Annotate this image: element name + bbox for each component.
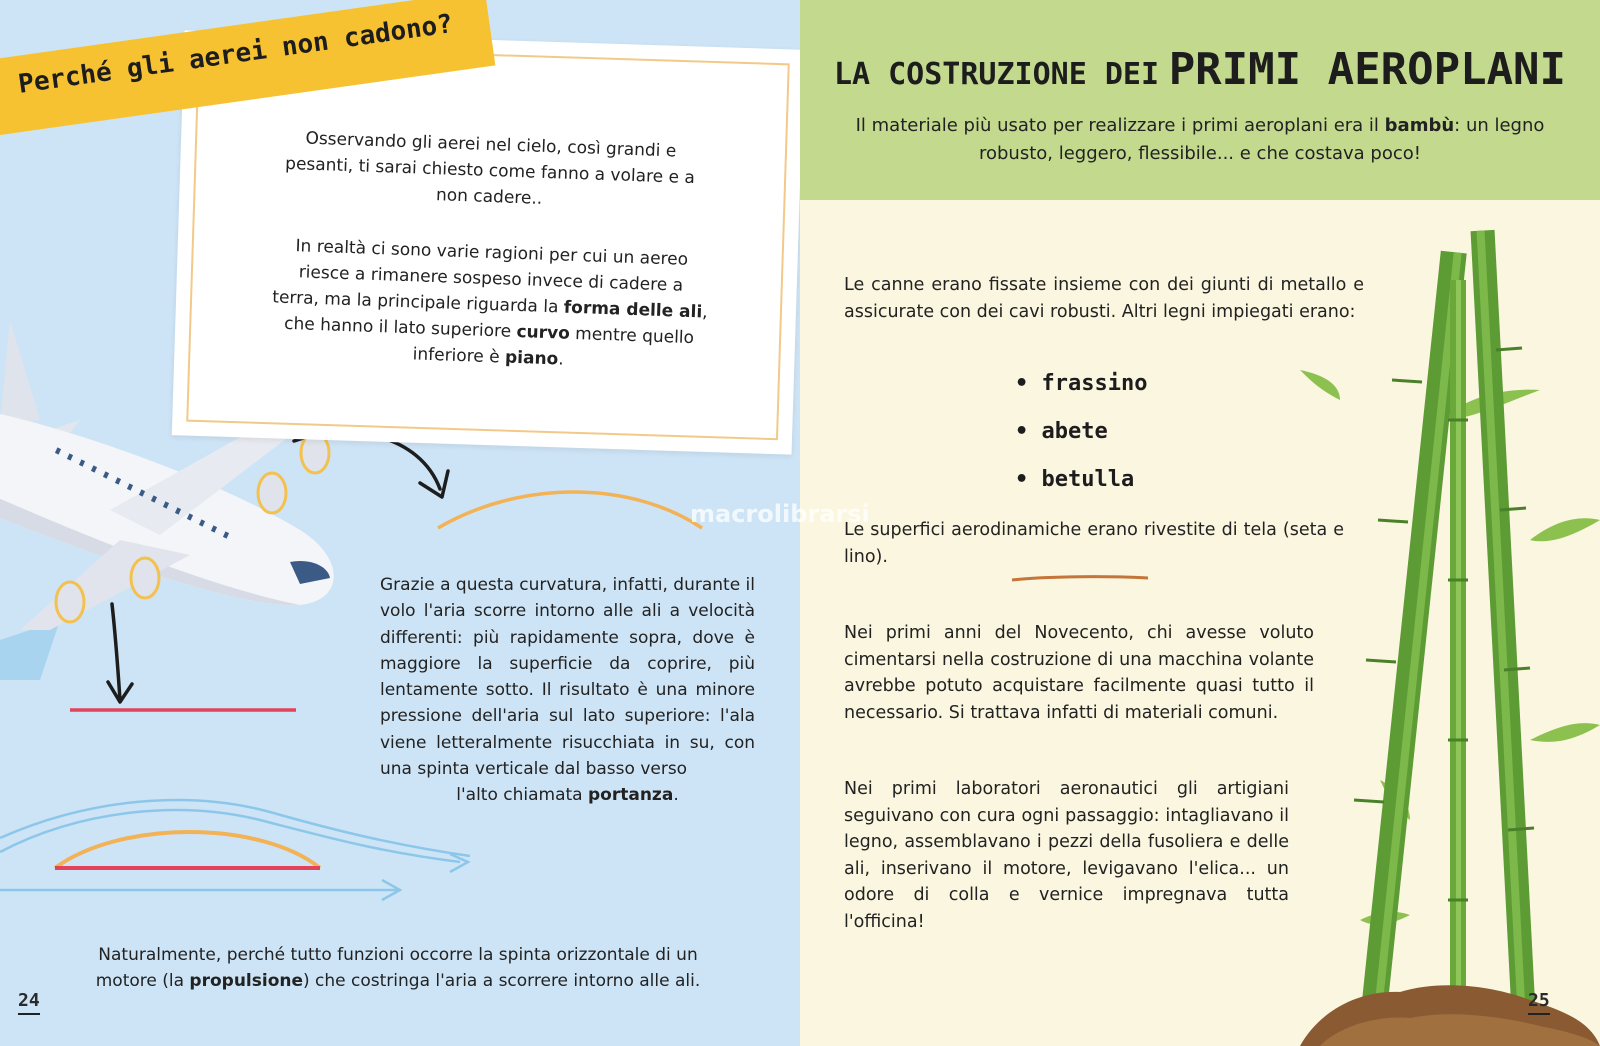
propulsion-note: Naturalmente, perché tutto funzioni occorre la spinta orizzontale di un motore (la propulsione) che costringa l'aria a scorrere intorno alle ali.	[95, 945, 701, 991]
airfoil-upper-curve	[430, 480, 710, 540]
paragraph-workshops: Nei primi laboratori aeronautici gli artigiani seguivano con cura ogni passaggio: intagliavano il legno, assemblavano i pezzi della fusoliera e delle ali, inserivano il motore, levigavano l'elica... un odore di colla e vernice impregnava tutta l'officina!	[844, 779, 1289, 932]
right-header	[800, 0, 1600, 200]
paragraph-fabric: Le superfici aerodinamiche erano rivestite di tela (seta e lino).	[844, 520, 1344, 567]
intro-text: Il materiale più usato per realizzare i primi aeroplani era il bambù: un legno robusto, leggero, flessibile... e che costava poco!	[855, 115, 1545, 164]
bamboo-illustration	[1300, 220, 1600, 1046]
list-item: • abete	[1015, 419, 1108, 444]
bold-term: piano	[504, 347, 559, 370]
card-paragraph-2	[238, 231, 742, 378]
divider-line	[1010, 572, 1150, 584]
bold-term: propulsione	[189, 971, 304, 991]
banner-title: Perché gli aerei non cadono?	[16, 9, 455, 100]
bold-term: portanza	[588, 785, 674, 806]
bold-term: bambù	[1384, 115, 1455, 136]
page-title	[800, 44, 1600, 95]
paragraph-joints: Le canne erano fissate insieme con dei giunti di metallo e assicurate con dei cavi robusti. Altri legni impiegati erano:	[844, 275, 1364, 322]
card-line: Osservando gli aerei nel cielo, così grandi e	[305, 128, 677, 162]
card-line: pesanti, ti sarai chiesto come fanno a volare e a	[284, 153, 696, 189]
bold-term: forma delle ali	[563, 297, 703, 323]
list-item: • betulla	[1015, 467, 1135, 492]
card-line: che hanno il lato superiore curvo mentre quello	[283, 313, 695, 349]
card-line: In realtà ci sono varie ragioni per cui un aereo	[295, 236, 689, 270]
page-number-right: 25	[1528, 990, 1550, 1015]
wood-list	[1015, 360, 1155, 504]
down-arrow-icon	[100, 600, 140, 710]
paragraph-materials: Nei primi anni del Novecento, chi avesse voluto cimentarsi nella costruzione di una macchina volante avrebbe potuto acquistare facilmente quasi tutto il necessario. Si trattava infatti di materiali comuni.	[844, 623, 1314, 723]
page-number-left: 24	[18, 990, 40, 1015]
card-line: non cadere..	[435, 185, 543, 209]
list-item: • frassino	[1015, 371, 1148, 396]
title-big: PRIMI AEROPLANI	[1168, 44, 1567, 95]
lift-explanation	[380, 572, 755, 809]
card-line: riesce a rimanere sospeso invece di cadere a	[298, 262, 684, 296]
lift-text-last-line: l'alto chiamata portanza.	[456, 785, 679, 806]
right-page	[800, 0, 1600, 1046]
card-line: terra, ma la principale riguarda la forma delle ali,	[272, 287, 708, 323]
watermark: macrolibrarsi	[690, 500, 870, 528]
bold-term: curvo	[516, 321, 571, 344]
card-line: inferiore è piano.	[412, 344, 565, 370]
lift-text: Grazie a questa curvatura, infatti, durante il volo l'aria scorre intorno alle ali a velocità differenti: più rapidamente sopra, dove è maggiore la superficie da coprire, più lentamente sotto. Il risultato è una minore pressione dell'aria sul lato superiore: l'ala viene letteralmente risucchiata in su, con una spinta verticale dal basso verso	[380, 575, 756, 780]
title-small: LA COSTRUZIONE DEI	[833, 57, 1160, 92]
